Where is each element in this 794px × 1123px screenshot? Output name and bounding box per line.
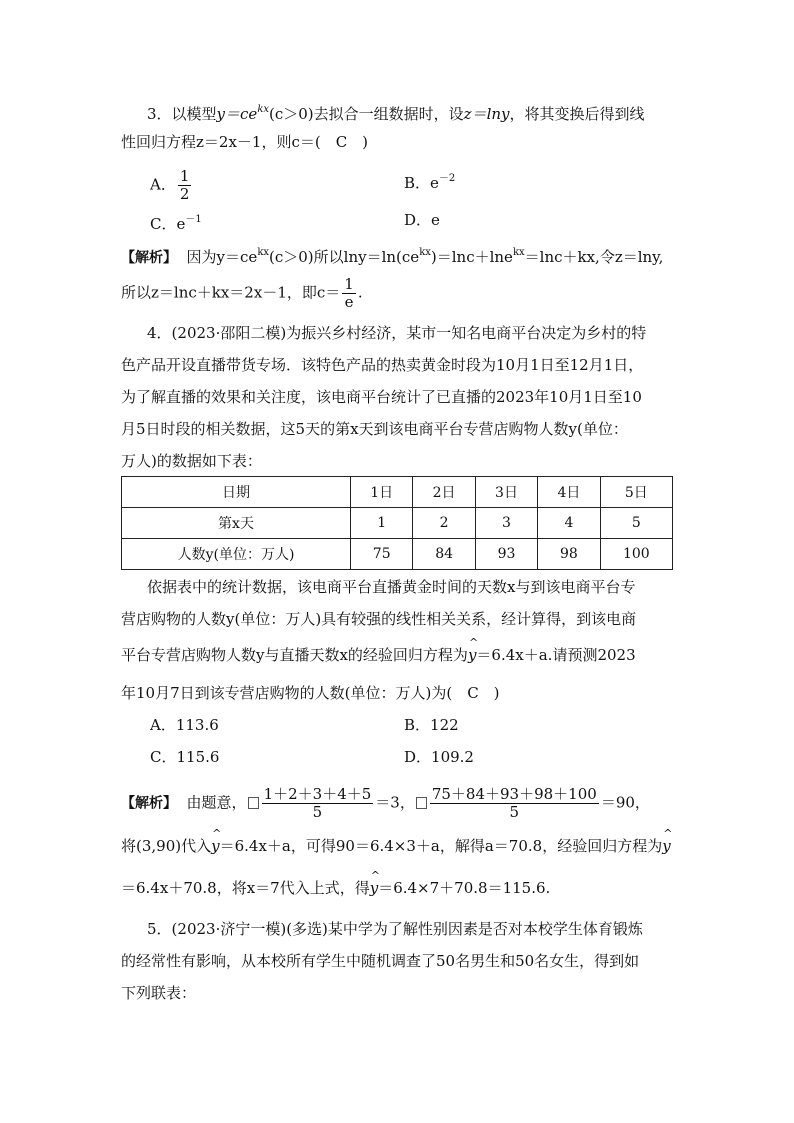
q4-option-c: C．115.6 [150,748,220,766]
q4-stem-line1: 4．(2023·邵阳二模)为振兴乡村经济，某市一知名电商平台决定为乡村的特 [147,324,647,342]
table-row [122,539,673,570]
table-cell: 5 [600,508,672,539]
q4-stem-line2: 色产品开设直播带货专场．该特色产品的热卖黄金时段为10月1日至12月1日， [121,356,644,374]
table-cell: 84 [413,539,475,570]
table-cell: 4 [538,508,600,539]
table-cell: 5日 [600,477,672,508]
q3-option-a: A． $\frac{1}{2}$ [150,167,190,203]
table-cell: 98 [538,539,600,570]
q4-option-b: B．122 [404,716,459,734]
table-cell: 3 [475,508,537,539]
q4-after-line4: 年10月7日到该专营店购物的人数(单位：万人)为( C ) [121,684,500,702]
q4-after-line3: 平台专营店购物人数y与直播天数x的经验回归方程为^ y＝6.4x＋a.请预测2023 [121,644,636,666]
table-cell: 75 [351,539,413,570]
q3-option-c: C．$e^{-1}$ [150,214,202,233]
q3-option-b: B．$e^{-2}$ [404,173,456,192]
table-row [122,477,673,508]
q4-option-a: A．113.6 [150,716,219,734]
q4-stem-line3: 为了解直播的效果和关注度，该电商平台统计了已直播的2023年10月1日至10 [121,388,642,406]
table-cell: 日期 [122,477,351,508]
q4-after-line1: 依据表中的统计数据，该电商平台直播黄金时间的天数x与到该电商平台专 [147,578,636,596]
q4-stem-line5: 万人)的数据如下表： [121,452,262,470]
table-cell: 93 [475,539,537,570]
q4-stem-line4: 月5日时段的相关数据，这5天的第x天到该电商平台专营店购物人数y(单位： [121,420,628,438]
q3-stem-line2: 性回归方程z＝2x－1，则c＝( C ) [121,133,369,151]
xbar-symbol [248,797,259,809]
table-cell: 人数y(单位：万人) [122,539,351,570]
q5-stem-line3: 下列联表： [121,984,197,1002]
table-cell: 4日 [538,477,600,508]
q4-analysis-line1: 【解析】 由题意， $\frac{1+2+3+4+5}{5}$ ＝3， $\frac{75+84+93+98+100}{5}$ ＝90， [121,785,650,821]
table-cell: 第x天 [122,508,351,539]
q4-data-table [121,476,673,570]
q3-stem-line1: 3．以模型$y=ce^{kx}(c>0)$去拟合一组数据时，设z＝lny，将其变换后得到线 [147,104,645,123]
q5-stem-line1: 5．(2023·济宁一模)(多选)某中学为了解性别因素是否对本校学生体育锻炼 [147,920,643,938]
table-row [122,508,673,539]
q3-option-d: D．e [404,211,440,229]
q4-option-d: D．109.2 [404,748,474,766]
table-cell: 1 [351,508,413,539]
q5-stem-line2: 的经常性有影响，从本校所有学生中随机调查了50名男生和50名女生，得到如 [121,952,640,970]
q3-analysis-line2: 所以z＝lnc＋kx＝2x－1，即c＝ $\frac{1}{e}$ . [121,275,363,311]
table-cell: 1日 [351,477,413,508]
q3-analysis-line1: 【解析】 因为$y=ce^{kx}(c>0)$所以$\ln y=\ln(ce^{kx})=\ln c+\ln e^{kx}=\ln c+kx$,令z＝lny, [121,247,664,266]
table-cell: 2日 [413,477,475,508]
ybar-symbol [416,797,427,809]
table-cell: 3日 [475,477,537,508]
q4-after-line2: 营店购物的人数y(单位：万人)具有较强的线性相关关系，经计算得，到该电商 [121,610,637,628]
q4-analysis-line3: ＝6.4x＋70.8，将x＝7代入上式，得^ y＝6.4×7＋70.8＝115.6. [121,877,550,899]
table-cell: 100 [600,539,672,570]
q4-analysis-line2: 将(3,90)代入^ y＝6.4x＋a，可得90＝6.4×3＋a，解得a＝70.8，经验回归方程为^ y [121,835,671,857]
table-cell: 2 [413,508,475,539]
